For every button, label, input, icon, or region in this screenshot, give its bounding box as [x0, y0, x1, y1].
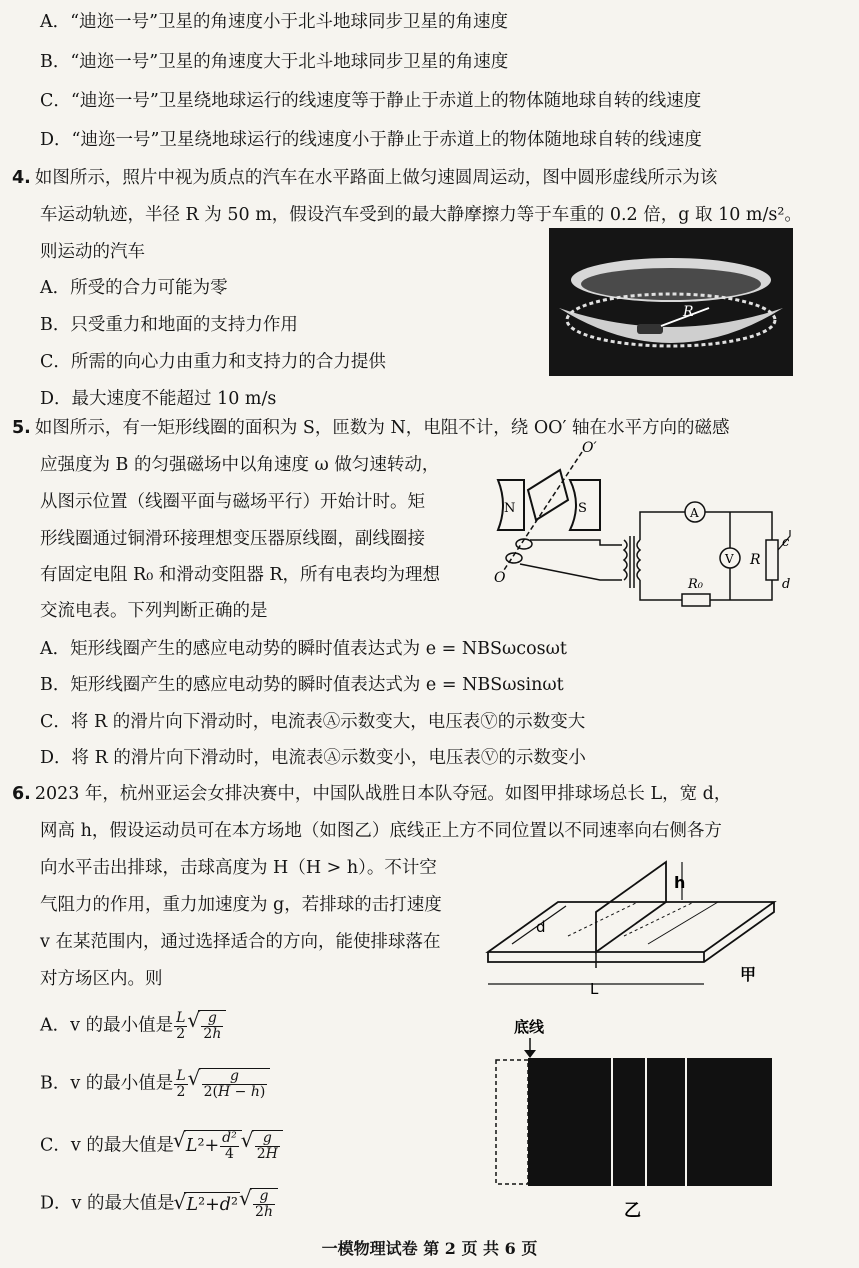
- frac-l-2: $\frac{L}{2}$: [176, 1009, 186, 1042]
- r0-label: R₀: [688, 577, 703, 592]
- q5-stem1-text: 如图所示，有一矩形线圈的面积为 S，匝数为 N，电阻不计，绕 OO′ 轴在水平方向的磁感: [34, 418, 730, 438]
- figure-jia-name: 甲: [740, 965, 757, 984]
- q6-number: 6.: [12, 784, 31, 804]
- q5-stem-line1: [12, 416, 730, 440]
- q6-figure-jia: [478, 852, 778, 998]
- q5-stem-line4: 形线圈通过铜滑环接理想变压器原线圈，副线圈接: [40, 529, 425, 549]
- ammeter-label: A: [690, 506, 699, 520]
- baseline-label: 底线: [514, 1018, 545, 1036]
- magnet-s-label: S: [578, 501, 587, 516]
- prev-option-d: D．“迪迩一号”卫星绕地球运行的线速度小于静止于赤道上的物体随地球自转的线速度: [40, 130, 702, 150]
- rheostat-d-label: d: [782, 577, 791, 592]
- q4-stem-line1: [12, 166, 717, 190]
- q5-number: 5.: [12, 418, 31, 438]
- q4-option-a: A．所受的合力可能为零: [40, 278, 228, 298]
- q5-stem-line5: 有固定电阻 R₀ 和滑动变阻器 R，所有电表均为理想: [40, 565, 441, 585]
- q4-stem1-text: 如图所示，照片中视为质点的汽车在水平路面上做匀速圆周运动，图中圆形虚线所示为该: [34, 168, 718, 188]
- q5-stem-line6: 交流电表。下列判断正确的是: [40, 601, 268, 621]
- q6-option-a: A．v 的最小值是 $\frac{L}{2}$ √ $\frac{g}{2h}$: [40, 1010, 226, 1042]
- net-height-label: h: [674, 873, 686, 892]
- q6-option-a-label: A．v 的最小值是: [40, 1015, 174, 1036]
- q6-option-c: C．v 的最大值是√ L²+ $\frac{\text{d²}}{4}$ √ $\frac{g}{2H}$: [40, 1130, 283, 1162]
- q5-option-a: A．矩形线圈产生的感应电动势的瞬时值表达式为 e = NBSωcosωt: [40, 639, 567, 659]
- court-length-label: L: [590, 980, 599, 998]
- rheostat-label: R: [750, 552, 761, 568]
- q6-stem-line5: v 在某范围内，通过选择适合的方向，能使排球落在: [40, 932, 441, 952]
- q6-figure-yi: [490, 1012, 780, 1242]
- q5-option-d: D．将 R 的滑片向下滑动时，电流表Ⓐ示数变小，电压表Ⓥ的示数变小: [40, 748, 586, 768]
- q4-stem-line3: 则运动的汽车: [40, 242, 145, 262]
- q6-stem1-text: 2023 年，杭州亚运会女排决赛中，中国队战胜日本队夺冠。如图甲排球场总长 L，宽 d，: [34, 784, 732, 804]
- q5-stem-line3: 从图示位置（线圈平面与磁场平行）开始计时。矩: [40, 492, 425, 512]
- q6-option-d: D．v 的最大值是√ L²+d² √ $\frac{g}{2h}$: [40, 1188, 278, 1220]
- q6-option-d-label: D．v 的最大值是: [40, 1193, 175, 1214]
- axis-o: O: [494, 570, 506, 586]
- prev-option-b: B．“迪迩一号”卫星的角速度大于北斗地球同步卫星的角速度: [40, 52, 509, 72]
- q6-option-b: B．v 的最小值是 $\frac{L}{2}$ √ $\frac{g}{2(H - h)}$: [40, 1068, 270, 1100]
- q4-stem-line2: 车运动轨迹，半径 R 为 50 m，假设汽车受到的最大静摩擦力等于车重的 0.2 倍，g 取 10 m/s²。: [40, 205, 802, 225]
- prev-option-a: A．“迪迩一号”卫星的角速度小于北斗地球同步卫星的角速度: [40, 12, 509, 32]
- q5-option-b: B．矩形线圈产生的感应电动势的瞬时值表达式为 e = NBSωsinωt: [40, 675, 564, 695]
- axis-o-prime: O′: [582, 440, 597, 456]
- q6-stem-line6: 对方场区内。则: [40, 969, 163, 989]
- q6-stem-line3: 向水平击出排球，击球高度为 H（H > h）。不计空: [40, 858, 437, 878]
- q4-photo-label: R: [683, 304, 694, 320]
- q4-number: 4.: [12, 168, 31, 188]
- prev-option-c: C．“迪迩一号”卫星绕地球运行的线速度等于静止于赤道上的物体随地球自转的线速度: [40, 91, 702, 111]
- q4-option-b: B．只受重力和地面的支持力作用: [40, 315, 298, 335]
- q6-stem-line4: 气阻力的作用，重力加速度为 g，若排球的击打速度: [40, 895, 442, 915]
- voltmeter-label: V: [725, 552, 734, 566]
- court-width-label: d: [536, 918, 546, 936]
- q4-option-c: C．所需的向心力由重力和支持力的合力提供: [40, 352, 386, 372]
- page-footer: 一模物理试卷 第 2 页 共 6 页: [321, 1239, 538, 1258]
- q5-option-c: C．将 R 的滑片向下滑动时，电流表Ⓐ示数变大，电压表Ⓥ的示数变大: [40, 712, 586, 732]
- rheostat-c-label: c: [782, 535, 790, 550]
- magnet-n-label: N: [504, 501, 516, 516]
- q6-option-b-label: B．v 的最小值是: [40, 1073, 174, 1094]
- q6-stem-line1: [12, 782, 731, 806]
- q5-stem-line2: 应强度为 B 的匀强磁场中以角速度 ω 做匀速转动，: [40, 455, 440, 475]
- q5-circuit-diagram: [490, 440, 810, 615]
- q4-option-d: D．最大速度不能超过 10 m/s: [40, 389, 277, 409]
- q6-option-c-label: C．v 的最大值是: [40, 1135, 174, 1156]
- figure-yi-name: 乙: [624, 1201, 641, 1221]
- q4-photo: [549, 228, 793, 376]
- q6-stem-line2: 网高 h，假设运动员可在本方场地（如图乙）底线正上方不同位置以不同速率向右侧各方: [40, 821, 722, 841]
